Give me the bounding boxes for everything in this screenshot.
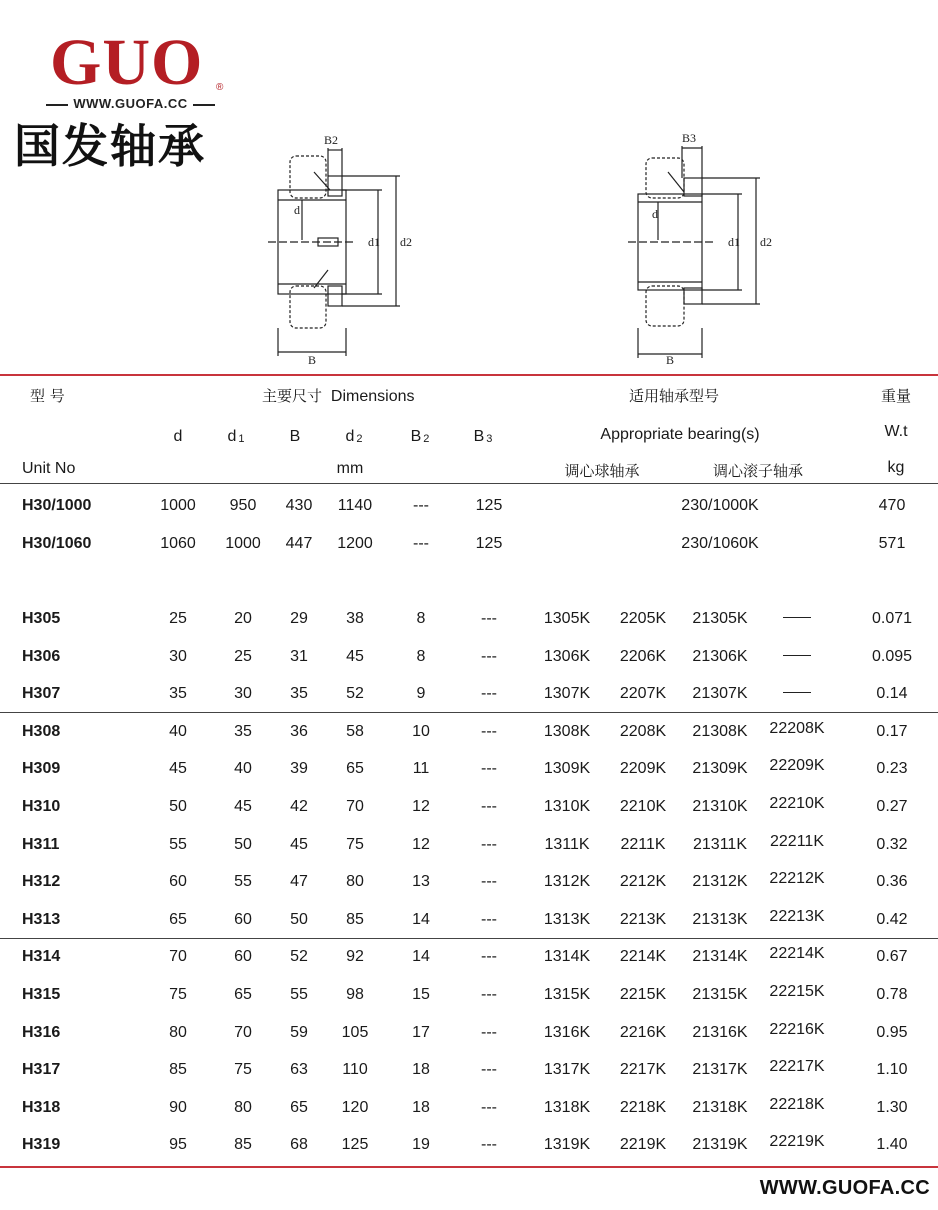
cell-b3: ---	[481, 647, 497, 665]
dim-label-b2: B2	[324, 133, 339, 147]
cell-d: 95	[169, 1136, 187, 1154]
cell-d: 90	[169, 1098, 187, 1116]
cell-b2: 8	[416, 610, 426, 627]
cell-ball-bearing-1: 1314K	[543, 948, 591, 966]
cell-ball-bearing-2: 2213K	[619, 910, 667, 928]
model-no: H315	[22, 986, 61, 1003]
header-model-cn: 型 号	[30, 387, 65, 405]
cell-d2: 38	[346, 610, 364, 627]
cell-d: 1060	[160, 535, 196, 552]
cell-roller-bearing-2: 22218K	[769, 1095, 825, 1113]
cell-ball-bearing-2: 2208K	[619, 722, 667, 740]
cell-d1: 55	[234, 873, 252, 891]
cell-d2: 120	[341, 1098, 369, 1116]
cell-b3: ---	[481, 986, 497, 1003]
cell-ball-bearing-1: 1305K	[543, 610, 591, 627]
model-no: H310	[22, 798, 61, 815]
cell-b: 47	[290, 873, 308, 891]
table-row	[0, 713, 938, 751]
cell-b: 50	[290, 910, 308, 928]
cell-weight: 0.071	[871, 610, 913, 627]
cell-ball-bearing-1: 1309K	[543, 760, 591, 778]
cell-d2: 98	[346, 986, 364, 1003]
cell-d2: 105	[341, 1023, 369, 1041]
model-no: H316	[22, 1023, 61, 1041]
cell-weight: 0.67	[876, 948, 908, 966]
table-row	[0, 1089, 938, 1127]
model-no: H314	[22, 948, 61, 966]
cell-ball-bearing-2: 2218K	[619, 1098, 667, 1116]
cell-b: 35	[290, 685, 308, 703]
cell-b2: 8	[416, 647, 426, 665]
cell-roller-bearing-2: 22215K	[769, 983, 825, 1000]
cell-b3: ---	[481, 948, 497, 966]
table-row	[0, 675, 938, 713]
table-row	[0, 750, 938, 788]
model-no: H319	[22, 1136, 61, 1154]
header-roller-bearing-cn: 调心滚子轴承	[712, 462, 804, 480]
cell-b2: 14	[412, 910, 430, 928]
cell-d: 30	[169, 647, 187, 665]
cell-ball-bearing-1: 1312K	[543, 873, 591, 891]
header-unit-kg: kg	[887, 459, 905, 476]
cell-b3: ---	[481, 722, 497, 740]
empty-dash	[783, 617, 811, 618]
cell-roller-bearing-2: 22217K	[769, 1058, 825, 1076]
group-rule	[0, 938, 938, 939]
dim-label-b3: B3	[682, 131, 697, 145]
cell-d1: 950	[229, 497, 257, 514]
cell-ball-bearing-1: 1313K	[543, 910, 591, 928]
cell-b2: 18	[412, 1061, 430, 1079]
cell-bearing: 230/1060K	[681, 535, 759, 552]
cell-d1: 60	[234, 948, 252, 966]
cell-ball-bearing-2: 2219K	[619, 1136, 667, 1154]
cell-b2: 10	[412, 722, 430, 740]
header-unit-mm: mm	[336, 460, 364, 477]
cell-b2: 17	[412, 1023, 430, 1041]
cell-b3: ---	[481, 1098, 497, 1116]
cell-roller-bearing-1: 21315K	[692, 986, 748, 1003]
cell-roller-bearing-1: 21314K	[692, 948, 748, 966]
cell-d2: 70	[346, 798, 364, 815]
model-no: H30/1000	[22, 497, 92, 514]
cell-d2: 85	[346, 910, 364, 928]
model-no: H313	[22, 910, 61, 928]
cell-ball-bearing-2: 2216K	[619, 1023, 667, 1041]
cell-d2: 58	[346, 722, 364, 740]
footer-url: WWW.GUOFA.CC	[759, 1177, 930, 1199]
cell-b2: 12	[412, 835, 430, 853]
cell-roller-bearing-1: 21307K	[692, 685, 748, 703]
cell-roller-bearing-1: 21311K	[693, 835, 747, 853]
cell-roller-bearing-2: 22213K	[769, 907, 825, 925]
logo-wordmark: GUO	[50, 26, 204, 99]
cell-roller-bearing-1: 21312K	[692, 873, 748, 891]
cell-d: 40	[169, 722, 187, 740]
cell-b: 29	[290, 610, 308, 627]
col-b3-sub: 3	[486, 433, 493, 445]
cell-weight: 1.10	[876, 1061, 908, 1079]
table-row	[0, 901, 938, 939]
cell-ball-bearing-1: 1306K	[543, 647, 591, 665]
cell-roller-bearing-1: 21316K	[692, 1023, 748, 1041]
empty-dash	[783, 655, 811, 656]
cell-ball-bearing-1: 1316K	[543, 1023, 591, 1041]
cell-ball-bearing-2: 2217K	[619, 1061, 667, 1079]
cell-d1: 70	[234, 1023, 252, 1041]
header-dimensions-en: Dimensions	[330, 388, 415, 405]
cell-b2: 18	[412, 1098, 430, 1116]
cell-b: 447	[285, 535, 313, 552]
model-no: H311	[22, 835, 60, 853]
cell-ball-bearing-2: 2205K	[619, 610, 667, 627]
cell-b: 430	[285, 497, 313, 514]
cell-b: 39	[290, 760, 308, 778]
cell-b3: ---	[481, 685, 497, 703]
cell-b: 45	[290, 835, 308, 853]
cell-b: 63	[290, 1061, 308, 1079]
cell-roller-bearing-1: 21313K	[692, 910, 748, 928]
table-row	[0, 863, 938, 901]
cell-b3: ---	[481, 910, 497, 928]
cell-ball-bearing-2: 2207K	[619, 685, 667, 703]
cell-b3: ---	[481, 835, 497, 853]
cell-b: 31	[290, 647, 308, 665]
table-row	[0, 600, 938, 638]
cell-d2: 45	[346, 647, 364, 665]
cell-d1: 85	[234, 1136, 252, 1154]
model-no: H317	[22, 1061, 61, 1079]
cell-weight: 0.36	[876, 873, 908, 891]
cell-b: 52	[290, 948, 308, 966]
adapter-sleeve-diagram-right	[618, 128, 788, 368]
cell-roller-bearing-1: 21309K	[692, 760, 748, 778]
cell-b: 68	[290, 1136, 308, 1154]
model-no: H307	[22, 685, 61, 703]
header-bearing-cn: 适用轴承型号	[628, 387, 720, 405]
cell-roller-bearing-2: 22214K	[769, 945, 825, 963]
cell-d: 80	[169, 1023, 187, 1041]
cell-weight: 0.95	[876, 1023, 908, 1041]
header-dimensions-cn: 主要尺寸	[262, 387, 323, 405]
cell-d: 60	[169, 873, 187, 891]
table-row	[0, 826, 938, 864]
cell-d2: 110	[342, 1061, 368, 1079]
cell-b2: 14	[412, 948, 430, 966]
cell-d: 75	[169, 986, 187, 1003]
table-row	[0, 938, 938, 976]
table-row	[0, 976, 938, 1014]
model-no: H30/1060	[22, 535, 92, 552]
cell-roller-bearing-1: 21317K	[692, 1061, 748, 1079]
cell-roller-bearing-1: 21305K	[692, 610, 748, 627]
cell-ball-bearing-2: 2214K	[619, 948, 667, 966]
cell-roller-bearing-2: 22219K	[769, 1133, 825, 1151]
col-b2-main: B	[410, 428, 422, 445]
cell-roller-bearing-2: 22208K	[769, 719, 825, 737]
cell-roller-bearing-2: 22210K	[769, 795, 825, 812]
model-no: H318	[22, 1098, 61, 1116]
cell-d1: 35	[234, 722, 252, 740]
cell-d2: 65	[346, 760, 364, 778]
header-ball-bearing-cn: 调心球轴承	[564, 462, 640, 480]
cell-roller-bearing-1: 21318K	[692, 1098, 748, 1116]
cell-weight: 1.30	[876, 1098, 908, 1116]
table-row	[0, 487, 938, 525]
model-no: H308	[22, 722, 61, 740]
cell-b: 65	[290, 1098, 308, 1116]
col-d1-main: d	[227, 428, 237, 445]
cell-b2: ---	[413, 535, 429, 552]
cell-d2: 92	[346, 948, 364, 966]
cell-d2: 75	[346, 835, 364, 853]
cell-b3: ---	[481, 1061, 497, 1079]
cell-d1: 1000	[225, 535, 261, 552]
cell-d2: 1140	[337, 497, 373, 514]
cell-d1: 30	[234, 685, 252, 703]
col-d1-sub: 1	[238, 433, 245, 445]
cell-b3: ---	[481, 798, 497, 815]
dim-label-d2: d2	[400, 235, 412, 249]
dim-label-b: B	[308, 353, 317, 367]
cell-ball-bearing-1: 1307K	[543, 685, 591, 703]
cell-ball-bearing-1: 1317K	[543, 1061, 591, 1079]
col-d2-sub: 2	[356, 433, 363, 445]
cell-d: 35	[169, 685, 187, 703]
cell-b: 59	[290, 1023, 308, 1041]
cell-d: 65	[169, 910, 187, 928]
header-col-b3	[474, 427, 493, 448]
model-no: H305	[22, 610, 61, 627]
cell-d2: 125	[341, 1136, 369, 1154]
col-b2-sub: 2	[423, 433, 430, 445]
cell-roller-bearing-1: 21310K	[692, 798, 748, 815]
header-weight-en: W.t	[884, 423, 908, 440]
brand-name-cn: 国发轴承	[14, 119, 206, 173]
cell-d1: 45	[234, 798, 252, 815]
header-dimensions	[262, 386, 415, 407]
dim-label-d2: d2	[760, 235, 772, 249]
cell-b2: 15	[412, 986, 430, 1003]
dim-label-b: B	[666, 353, 675, 367]
cell-roller-bearing-2: 22212K	[769, 870, 825, 888]
col-b3-main: B	[473, 428, 485, 445]
cell-ball-bearing-1: 1310K	[543, 798, 591, 815]
cell-weight: 0.23	[876, 760, 908, 778]
cell-b3: ---	[481, 1136, 497, 1154]
cell-ball-bearing-2: 2209K	[619, 760, 667, 778]
table-row	[0, 525, 938, 563]
cell-b3: 125	[475, 497, 503, 514]
cell-ball-bearing-1: 1311K	[544, 835, 590, 853]
table-row	[0, 1051, 938, 1089]
dim-label-d1: d1	[728, 235, 740, 249]
cell-ball-bearing-1: 1308K	[543, 722, 591, 740]
cell-b: 36	[290, 722, 308, 740]
header-col-d2	[345, 427, 362, 448]
cell-d2: 52	[346, 685, 364, 703]
cell-d1: 65	[234, 986, 252, 1003]
table-top-rule	[0, 374, 938, 376]
cell-b3: ---	[481, 1023, 497, 1041]
cell-bearing: 230/1000K	[681, 497, 759, 514]
cell-weight: 0.78	[876, 986, 908, 1003]
header-bearing-en: Appropriate bearing(s)	[600, 426, 760, 443]
header-col-b: B	[289, 428, 301, 445]
col-d2-main: d	[345, 428, 355, 445]
model-no: H306	[22, 647, 61, 665]
cell-d1: 20	[234, 610, 252, 627]
cell-d1: 25	[234, 647, 252, 665]
table-row	[0, 1014, 938, 1052]
registered-mark: ®	[216, 82, 224, 93]
cell-weight: 0.32	[876, 835, 908, 853]
cell-roller-bearing-2: 22216K	[769, 1020, 825, 1038]
cell-ball-bearing-1: 1319K	[543, 1136, 591, 1154]
cell-d: 70	[169, 948, 187, 966]
cell-d2: 1200	[337, 535, 373, 552]
header-col-b2	[411, 427, 430, 448]
model-no: H312	[22, 873, 61, 891]
table-bottom-rule	[0, 1166, 938, 1168]
group-rule	[0, 712, 938, 713]
cell-b: 55	[290, 986, 308, 1003]
dim-label-d1: d1	[368, 235, 380, 249]
cell-d: 45	[169, 760, 187, 778]
cell-d: 55	[169, 835, 187, 853]
cell-d1: 40	[234, 760, 252, 778]
cell-b2: ---	[413, 497, 429, 514]
cell-b3: ---	[481, 760, 497, 778]
dim-label-d: d	[294, 203, 300, 217]
header-col-d: d	[173, 428, 183, 445]
logo-url: WWW.GUOFA.CC	[38, 96, 223, 111]
header-col-d1	[227, 427, 244, 448]
header-weight-cn: 重量	[880, 387, 912, 405]
cell-roller-bearing-2: 22211K	[770, 832, 824, 850]
cell-weight: 470	[878, 497, 906, 514]
cell-b2: 19	[412, 1136, 430, 1154]
cell-weight: 0.14	[876, 685, 908, 703]
cell-roller-bearing-1: 21308K	[692, 722, 748, 740]
cell-b2: 11	[412, 760, 430, 778]
cell-b2: 9	[416, 685, 426, 703]
cell-d2: 80	[346, 873, 364, 891]
cell-b3: ---	[481, 610, 497, 627]
cell-d: 1000	[160, 497, 196, 514]
cell-ball-bearing-2: 2211K	[620, 835, 666, 853]
cell-ball-bearing-2: 2210K	[619, 798, 667, 815]
cell-weight: 0.42	[876, 910, 908, 928]
cell-d: 85	[169, 1061, 187, 1079]
table-row	[0, 1126, 938, 1164]
header-unit-no: Unit No	[22, 460, 76, 477]
cell-ball-bearing-1: 1315K	[543, 986, 591, 1003]
adapter-sleeve-diagram-left	[258, 128, 428, 368]
cell-d1: 60	[234, 910, 252, 928]
cell-ball-bearing-2: 2212K	[619, 873, 667, 891]
header-bottom-rule	[0, 483, 938, 484]
cell-weight: 0.095	[871, 647, 913, 665]
cell-roller-bearing-1: 21319K	[692, 1136, 748, 1154]
dim-label-d: d	[652, 207, 658, 221]
cell-weight: 1.40	[876, 1136, 908, 1154]
table-row	[0, 788, 938, 826]
cell-b2: 12	[412, 798, 430, 815]
cell-weight: 0.27	[876, 798, 908, 815]
cell-d1: 50	[234, 835, 252, 853]
cell-ball-bearing-2: 2206K	[619, 647, 667, 665]
cell-d: 25	[169, 610, 187, 627]
cell-d1: 75	[234, 1061, 252, 1079]
cell-weight: 0.17	[876, 722, 908, 740]
cell-b3: 125	[475, 535, 503, 552]
model-no: H309	[22, 760, 61, 778]
table-row	[0, 638, 938, 676]
empty-dash	[783, 692, 811, 693]
brand-logo	[14, 14, 238, 173]
cell-b: 42	[290, 798, 308, 815]
cell-b3: ---	[481, 873, 497, 891]
cell-ball-bearing-1: 1318K	[543, 1098, 591, 1116]
cell-roller-bearing-2: 22209K	[769, 757, 825, 775]
cell-weight: 571	[878, 535, 906, 552]
cell-d1: 80	[234, 1098, 252, 1116]
cell-b2: 13	[412, 873, 430, 891]
cell-ball-bearing-2: 2215K	[619, 986, 667, 1003]
cell-d: 50	[169, 798, 187, 815]
cell-roller-bearing-1: 21306K	[692, 647, 748, 665]
